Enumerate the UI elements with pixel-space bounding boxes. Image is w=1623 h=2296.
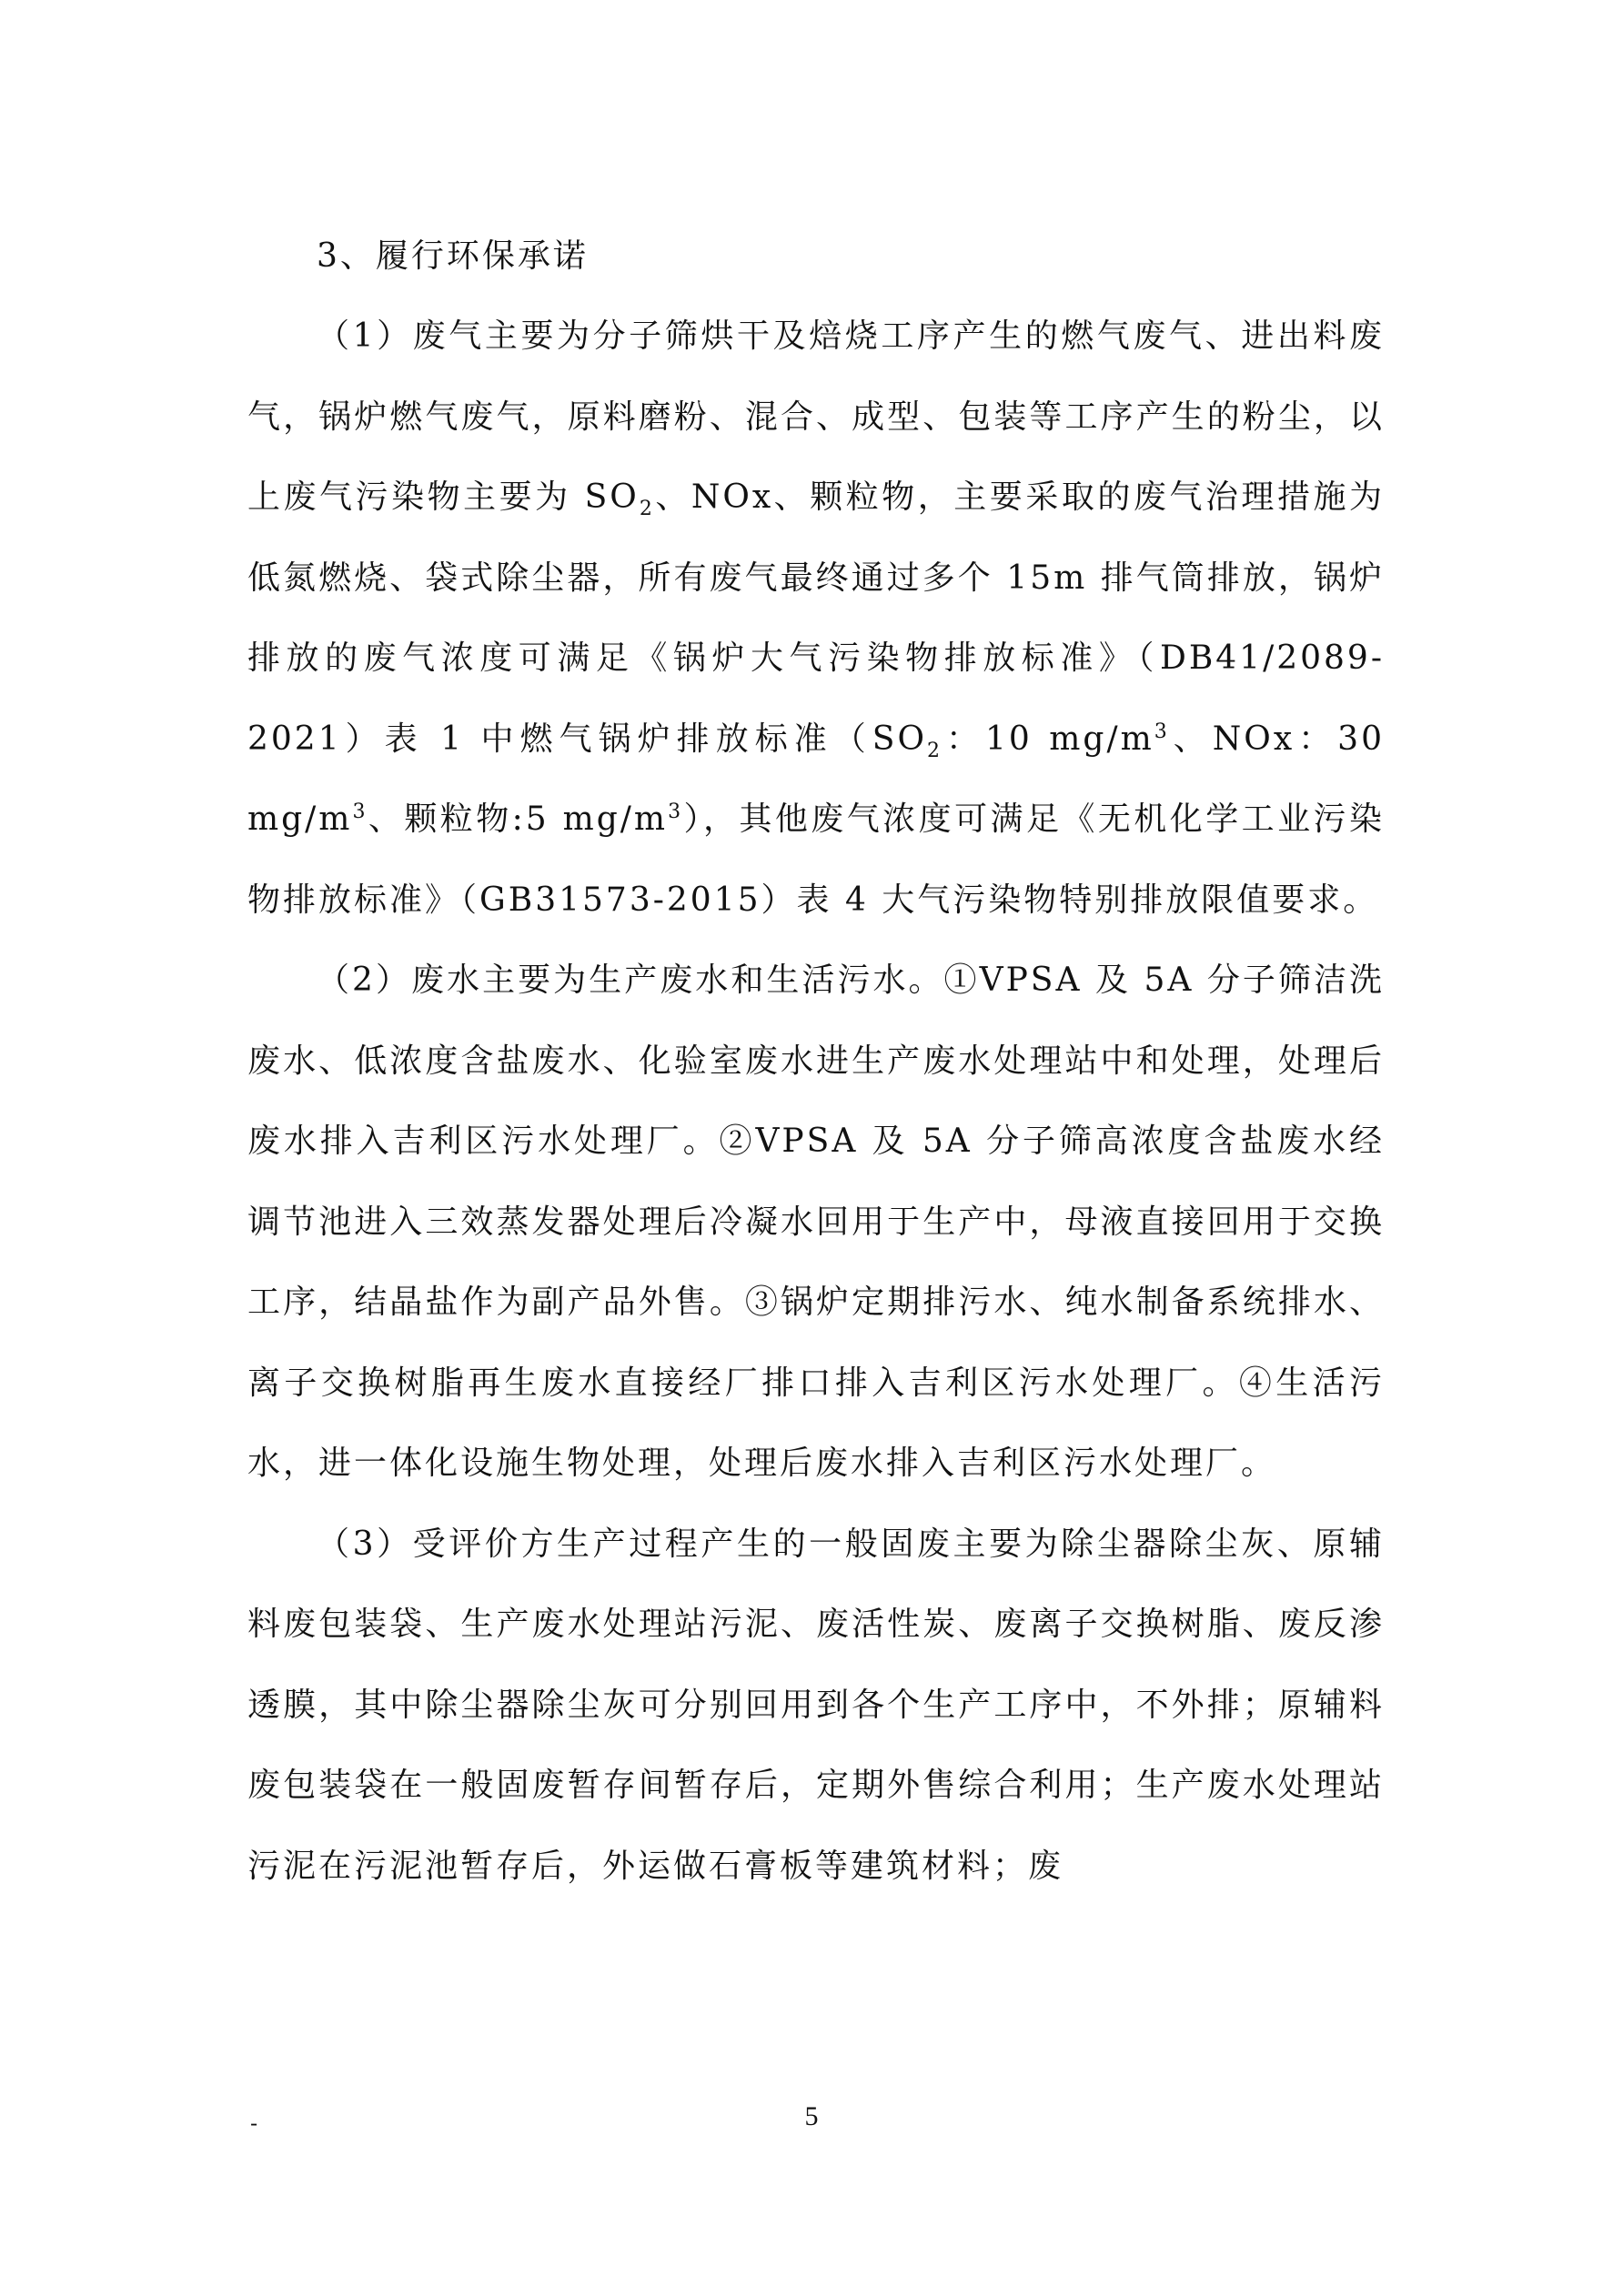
paragraph-waste-gas — [247, 297, 1385, 941]
document-body — [247, 217, 1385, 1907]
paragraph-solid-waste: （3）受评价方生产过程产生的一般固废主要为除尘器除尘灰、原辅料废包装袋、生产废水处理站污泥、废活性炭、废离子交换树脂、废反渗透膜，其中除尘器除尘灰可分别回用到各个生产工序中，不外排；原辅料废包装袋在一般固废暂存间暂存后，定期外售综合利用；生产废水处理站污泥在污泥池暂存后，外运做石膏板等建筑材料；废 — [247, 1525, 1385, 1885]
footer-dash: - — [250, 2110, 258, 2136]
p1-text-c: ：10 mg/m — [942, 720, 1154, 758]
p1-text-f: ），其他废气浓度可满足《无机化学工业污染物排放标准》（GB31573-2015）表 4 大气污染物特别排放限值要求。 — [247, 801, 1385, 919]
p1-text-a: （1）废气主要为分子筛烘干及焙烧工序产生的燃气废气、进出料废气，锅炉燃气废气，原料磨粉、混合、成型、包装等工序产生的粉尘，以上废气污染物主要为 SO — [247, 317, 1385, 516]
p1-sup-3b: 3 — [352, 801, 368, 823]
page-number: 5 — [804, 2101, 819, 2131]
paragraph-waste-water: （2）废水主要为生产废水和生活污水。①VPSA 及 5A 分子筛洁洗废水、低浓度含盐废水、化验室废水进生产废水处理站中和处理，处理后废水排入吉利区污水处理厂。②VPSA 及 5A 分子筛高浓度含盐废水经调节池进入三效蒸发器处理后冷凝水回用于生产中，母液直接回用于交换工序，结晶盐作为副产品外售。③锅炉定期排污水、纯水制备系统排水、离子交换树脂再生废水直接经厂排口排入吉利区污水处理厂。④生活污水，进一体化设施生物处理，处理后废水排入吉利区污水处理厂。 — [247, 962, 1385, 1482]
section-heading: 3、履行环保承诺 — [317, 237, 589, 275]
p1-text-b: 、NOx、颗粒物，主要采取的废气治理措施为低氮燃烧、袋式除尘器，所有废气最终通过多个 15m 排气筒排放，锅炉排放的废气浓度可满足《锅炉大气污染物排放标准》（DB41/2089-2021）表 1 中燃气锅炉排放标准（SO — [247, 478, 1385, 758]
p1-text-e: 、颗粒物:5 mg/m — [368, 801, 669, 838]
p1-sub-2: 2 — [639, 498, 655, 521]
p1-sup-3a: 3 — [1154, 720, 1170, 743]
p1-text-d: 、NOx：30 mg/m — [247, 720, 1385, 838]
p1-sup-3c: 3 — [668, 801, 684, 823]
p1-sub-2b: 2 — [926, 739, 943, 762]
